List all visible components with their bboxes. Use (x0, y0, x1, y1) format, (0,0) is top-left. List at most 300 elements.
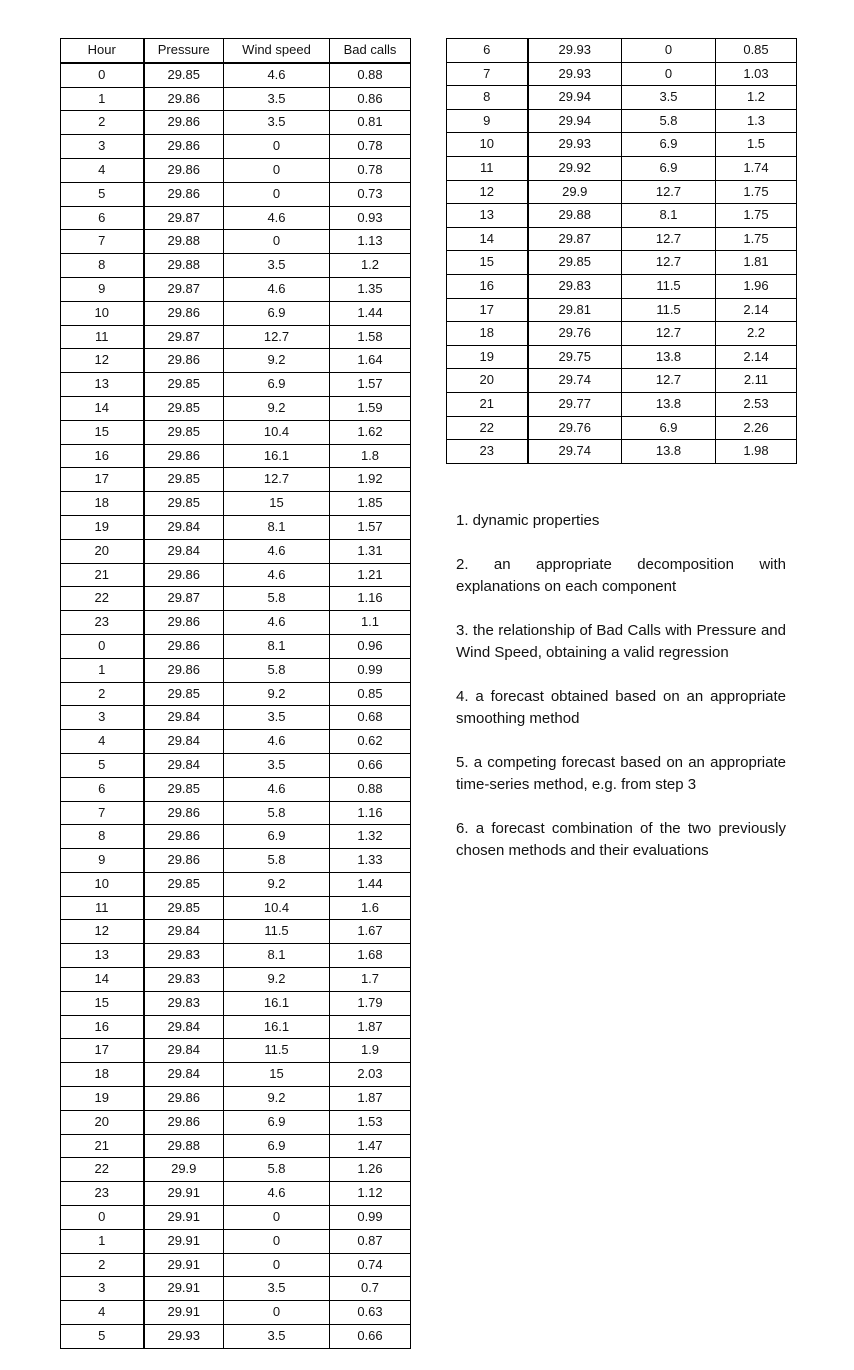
table-row (447, 62, 797, 86)
cell-pressure: 29.94 (528, 86, 622, 110)
table-row (61, 1063, 411, 1087)
cell-pressure: 29.91 (144, 1253, 224, 1277)
cell-bad-calls: 1.85 (330, 492, 411, 516)
cell-bad-calls: 0.63 (330, 1301, 411, 1325)
cell-hour: 7 (447, 62, 528, 86)
cell-bad-calls: 0.74 (330, 1253, 411, 1277)
cell-hour: 11 (447, 156, 528, 180)
cell-pressure: 29.91 (144, 1206, 224, 1230)
task-item: 3. the relationship of Bad Calls with Pressure and Wind Speed, obtaining a valid regression (456, 622, 786, 661)
cell-wind-speed: 3.5 (224, 111, 330, 135)
table-row (447, 440, 797, 464)
cell-wind-speed: 9.2 (224, 396, 330, 420)
table-row (447, 322, 797, 346)
cell-wind-speed: 9.2 (224, 349, 330, 373)
table-row (61, 515, 411, 539)
cell-bad-calls: 1.3 (716, 109, 797, 133)
cell-wind-speed: 10.4 (224, 896, 330, 920)
cell-pressure: 29.83 (528, 274, 622, 298)
cell-bad-calls: 0.86 (330, 87, 411, 111)
cell-hour: 17 (447, 298, 528, 322)
header-pressure: Pressure (144, 39, 224, 63)
cell-wind-speed: 12.7 (622, 322, 716, 346)
cell-pressure: 29.87 (144, 277, 224, 301)
cell-hour: 9 (447, 109, 528, 133)
cell-wind-speed: 0 (622, 62, 716, 86)
cell-wind-speed: 3.5 (224, 1277, 330, 1301)
cell-pressure: 29.83 (144, 944, 224, 968)
cell-bad-calls: 1.44 (330, 872, 411, 896)
cell-pressure: 29.76 (528, 416, 622, 440)
table-row (447, 39, 797, 63)
cell-wind-speed: 12.7 (622, 251, 716, 275)
cell-bad-calls: 1.53 (330, 1110, 411, 1134)
cell-hour: 18 (447, 322, 528, 346)
cell-pressure: 29.91 (144, 1277, 224, 1301)
cell-bad-calls: 2.03 (330, 1063, 411, 1087)
header-row (61, 39, 411, 63)
cell-pressure: 29.91 (144, 1182, 224, 1206)
cell-pressure: 29.94 (528, 109, 622, 133)
cell-bad-calls: 0.66 (330, 1325, 411, 1349)
cell-bad-calls: 1.75 (716, 227, 797, 251)
cell-bad-calls: 0.62 (330, 730, 411, 754)
cell-hour: 8 (61, 825, 144, 849)
cell-wind-speed: 6.9 (622, 156, 716, 180)
cell-hour: 5 (61, 753, 144, 777)
cell-hour: 17 (61, 1039, 144, 1063)
cell-wind-speed: 12.7 (224, 325, 330, 349)
cell-wind-speed: 4.6 (224, 206, 330, 230)
cell-pressure: 29.86 (144, 158, 224, 182)
cell-bad-calls: 1.96 (716, 274, 797, 298)
cell-hour: 8 (447, 86, 528, 110)
cell-bad-calls: 1.58 (330, 325, 411, 349)
cell-pressure: 29.84 (144, 706, 224, 730)
cell-hour: 0 (61, 63, 144, 87)
cell-wind-speed: 0 (224, 1229, 330, 1253)
cell-hour: 8 (61, 254, 144, 278)
cell-hour: 3 (61, 135, 144, 159)
cell-wind-speed: 0 (224, 1206, 330, 1230)
table-row (61, 468, 411, 492)
cell-pressure: 29.88 (144, 254, 224, 278)
cell-bad-calls: 2.14 (716, 345, 797, 369)
table-row (447, 298, 797, 322)
cell-hour: 15 (61, 420, 144, 444)
cell-pressure: 29.86 (144, 1087, 224, 1111)
cell-pressure: 29.84 (144, 1063, 224, 1087)
table-row (61, 611, 411, 635)
cell-hour: 12 (447, 180, 528, 204)
cell-bad-calls: 1.81 (716, 251, 797, 275)
header-bad-calls: Bad calls (330, 39, 411, 63)
cell-hour: 14 (447, 227, 528, 251)
table-row (61, 1325, 411, 1349)
cell-hour: 16 (61, 444, 144, 468)
cell-pressure: 29.88 (144, 230, 224, 254)
cell-hour: 4 (61, 730, 144, 754)
cell-pressure: 29.85 (144, 373, 224, 397)
cell-wind-speed: 13.8 (622, 440, 716, 464)
cell-wind-speed: 5.8 (622, 109, 716, 133)
table-row (61, 444, 411, 468)
cell-wind-speed: 9.2 (224, 872, 330, 896)
table-row (61, 1206, 411, 1230)
cell-bad-calls: 1.67 (330, 920, 411, 944)
cell-bad-calls: 1.03 (716, 62, 797, 86)
table-row (61, 872, 411, 896)
table-row (61, 634, 411, 658)
cell-bad-calls: 1.16 (330, 587, 411, 611)
table-row (61, 135, 411, 159)
cell-bad-calls: 1.87 (330, 1015, 411, 1039)
cell-wind-speed: 16.1 (224, 991, 330, 1015)
cell-wind-speed: 6.9 (224, 1134, 330, 1158)
cell-hour: 15 (447, 251, 528, 275)
cell-bad-calls: 0.85 (716, 39, 797, 63)
cell-bad-calls: 0.88 (330, 63, 411, 87)
cell-pressure: 29.74 (528, 440, 622, 464)
cell-hour: 21 (447, 392, 528, 416)
cell-hour: 7 (61, 801, 144, 825)
cell-hour: 5 (61, 1325, 144, 1349)
cell-pressure: 29.86 (144, 634, 224, 658)
table-row (61, 158, 411, 182)
cell-wind-speed: 15 (224, 1063, 330, 1087)
cell-wind-speed: 11.5 (622, 274, 716, 298)
cell-hour: 7 (61, 230, 144, 254)
task-item: 5. a competing forecast based on an appropriate time-series method, e.g. from step 3 (456, 754, 786, 793)
cell-hour: 11 (61, 325, 144, 349)
cell-hour: 13 (61, 944, 144, 968)
cell-pressure: 29.87 (528, 227, 622, 251)
cell-wind-speed: 5.8 (224, 801, 330, 825)
cell-wind-speed: 3.5 (224, 706, 330, 730)
cell-wind-speed: 4.6 (224, 539, 330, 563)
table-row (61, 777, 411, 801)
table-row (61, 706, 411, 730)
table-row (61, 1015, 411, 1039)
table-row (61, 1134, 411, 1158)
table-row (61, 254, 411, 278)
cell-pressure: 29.85 (144, 420, 224, 444)
cell-wind-speed: 0 (224, 135, 330, 159)
cell-hour: 22 (447, 416, 528, 440)
cell-wind-speed: 8.1 (224, 634, 330, 658)
table-row (447, 133, 797, 157)
table-row (447, 416, 797, 440)
cell-wind-speed: 15 (224, 492, 330, 516)
table-row (61, 1087, 411, 1111)
cell-wind-speed: 4.6 (224, 611, 330, 635)
cell-pressure: 29.76 (528, 322, 622, 346)
table-row (61, 63, 411, 87)
cell-hour: 2 (61, 682, 144, 706)
cell-bad-calls: 1.12 (330, 1182, 411, 1206)
cell-wind-speed: 3.5 (224, 87, 330, 111)
cell-wind-speed: 3.5 (224, 1325, 330, 1349)
table-row (61, 753, 411, 777)
cell-pressure: 29.86 (144, 611, 224, 635)
table-row (61, 658, 411, 682)
cell-hour: 23 (61, 611, 144, 635)
cell-pressure: 29.85 (144, 492, 224, 516)
cell-wind-speed: 6.9 (224, 301, 330, 325)
cell-hour: 12 (61, 920, 144, 944)
cell-wind-speed: 0 (224, 230, 330, 254)
cell-pressure: 29.91 (144, 1229, 224, 1253)
cell-wind-speed: 16.1 (224, 1015, 330, 1039)
cell-wind-speed: 4.6 (224, 563, 330, 587)
table-row (447, 345, 797, 369)
cell-pressure: 29.87 (144, 325, 224, 349)
cell-wind-speed: 0 (224, 182, 330, 206)
cell-pressure: 29.86 (144, 825, 224, 849)
cell-hour: 9 (61, 277, 144, 301)
cell-bad-calls: 0.87 (330, 1229, 411, 1253)
cell-bad-calls: 1.47 (330, 1134, 411, 1158)
cell-pressure: 29.86 (144, 563, 224, 587)
table-row (61, 1158, 411, 1182)
cell-bad-calls: 1.7 (330, 968, 411, 992)
table-row (61, 730, 411, 754)
cell-bad-calls: 1.98 (716, 440, 797, 464)
table-row (447, 274, 797, 298)
cell-hour: 20 (447, 369, 528, 393)
cell-hour: 6 (61, 777, 144, 801)
cell-hour: 17 (61, 468, 144, 492)
table-row (61, 944, 411, 968)
table-row (61, 539, 411, 563)
task-list (456, 510, 786, 884)
cell-wind-speed: 12.7 (224, 468, 330, 492)
cell-pressure: 29.84 (144, 920, 224, 944)
table-row (61, 563, 411, 587)
cell-hour: 22 (61, 587, 144, 611)
cell-bad-calls: 1.9 (330, 1039, 411, 1063)
table-row (61, 349, 411, 373)
cell-wind-speed: 11.5 (622, 298, 716, 322)
cell-bad-calls: 1.57 (330, 373, 411, 397)
cell-bad-calls: 1.33 (330, 849, 411, 873)
cell-bad-calls: 1.57 (330, 515, 411, 539)
cell-hour: 21 (61, 1134, 144, 1158)
cell-pressure: 29.85 (144, 777, 224, 801)
header-hour: Hour (61, 39, 144, 63)
table-row (61, 277, 411, 301)
cell-hour: 10 (61, 301, 144, 325)
table-row (61, 896, 411, 920)
cell-hour: 0 (61, 634, 144, 658)
cell-pressure: 29.91 (144, 1301, 224, 1325)
cell-pressure: 29.86 (144, 182, 224, 206)
cell-hour: 13 (447, 204, 528, 228)
cell-hour: 19 (61, 515, 144, 539)
cell-pressure: 29.88 (144, 1134, 224, 1158)
table-row (61, 373, 411, 397)
cell-hour: 4 (61, 1301, 144, 1325)
cell-bad-calls: 0.99 (330, 1206, 411, 1230)
cell-bad-calls: 1.59 (330, 396, 411, 420)
cell-bad-calls: 0.78 (330, 135, 411, 159)
cell-pressure: 29.92 (528, 156, 622, 180)
cell-hour: 3 (61, 1277, 144, 1301)
cell-wind-speed: 3.5 (622, 86, 716, 110)
cell-pressure: 29.86 (144, 135, 224, 159)
table-row (447, 369, 797, 393)
cell-pressure: 29.84 (144, 1039, 224, 1063)
task-item: 1. dynamic properties (456, 512, 600, 529)
cell-wind-speed: 0 (224, 1301, 330, 1325)
cell-wind-speed: 3.5 (224, 254, 330, 278)
cell-bad-calls: 1.79 (330, 991, 411, 1015)
table-row (61, 991, 411, 1015)
table-row (61, 1253, 411, 1277)
cell-pressure: 29.85 (144, 396, 224, 420)
cell-pressure: 29.84 (144, 539, 224, 563)
cell-wind-speed: 5.8 (224, 849, 330, 873)
cell-pressure: 29.93 (528, 62, 622, 86)
cell-bad-calls: 1.16 (330, 801, 411, 825)
cell-pressure: 29.93 (144, 1325, 224, 1349)
cell-pressure: 29.88 (528, 204, 622, 228)
table-row (447, 156, 797, 180)
cell-bad-calls: 1.31 (330, 539, 411, 563)
table-row (61, 682, 411, 706)
cell-hour: 10 (61, 872, 144, 896)
table-row (61, 230, 411, 254)
cell-pressure: 29.86 (144, 849, 224, 873)
cell-bad-calls: 2.26 (716, 416, 797, 440)
table-row (61, 1182, 411, 1206)
cell-pressure: 29.83 (144, 968, 224, 992)
cell-bad-calls: 1.68 (330, 944, 411, 968)
table-row (447, 180, 797, 204)
cell-pressure: 29.84 (144, 730, 224, 754)
cell-bad-calls: 1.64 (330, 349, 411, 373)
table-row (61, 825, 411, 849)
cell-bad-calls: 1.2 (330, 254, 411, 278)
cell-pressure: 29.86 (144, 801, 224, 825)
table-row (61, 587, 411, 611)
cell-hour: 18 (61, 1063, 144, 1087)
cell-hour: 18 (61, 492, 144, 516)
cell-pressure: 29.85 (144, 682, 224, 706)
cell-hour: 15 (61, 991, 144, 1015)
table-row (447, 227, 797, 251)
cell-wind-speed: 11.5 (224, 920, 330, 944)
table-row (447, 392, 797, 416)
cell-wind-speed: 4.6 (224, 277, 330, 301)
cell-bad-calls: 0.7 (330, 1277, 411, 1301)
cell-bad-calls: 2.2 (716, 322, 797, 346)
cell-bad-calls: 1.35 (330, 277, 411, 301)
cell-pressure: 29.74 (528, 369, 622, 393)
header-wind-speed: Wind speed (224, 39, 330, 63)
cell-wind-speed: 12.7 (622, 369, 716, 393)
cell-bad-calls: 2.14 (716, 298, 797, 322)
table-row (61, 849, 411, 873)
table-row (61, 301, 411, 325)
cell-bad-calls: 1.13 (330, 230, 411, 254)
cell-bad-calls: 0.99 (330, 658, 411, 682)
cell-pressure: 29.85 (144, 468, 224, 492)
cell-pressure: 29.9 (528, 180, 622, 204)
cell-bad-calls: 1.5 (716, 133, 797, 157)
cell-wind-speed: 11.5 (224, 1039, 330, 1063)
cell-pressure: 29.85 (144, 63, 224, 87)
cell-bad-calls: 2.11 (716, 369, 797, 393)
cell-wind-speed: 0 (224, 1253, 330, 1277)
cell-bad-calls: 1.26 (330, 1158, 411, 1182)
cell-hour: 1 (61, 658, 144, 682)
cell-pressure: 29.86 (144, 349, 224, 373)
cell-bad-calls: 0.88 (330, 777, 411, 801)
cell-bad-calls: 1.92 (330, 468, 411, 492)
cell-bad-calls: 1.2 (716, 86, 797, 110)
cell-hour: 14 (61, 968, 144, 992)
cell-bad-calls: 1.75 (716, 204, 797, 228)
cell-pressure: 29.84 (144, 515, 224, 539)
cell-bad-calls: 0.96 (330, 634, 411, 658)
cell-wind-speed: 8.1 (224, 944, 330, 968)
cell-pressure: 29.75 (528, 345, 622, 369)
cell-hour: 22 (61, 1158, 144, 1182)
cell-wind-speed: 4.6 (224, 1182, 330, 1206)
cell-bad-calls: 1.32 (330, 825, 411, 849)
cell-pressure: 29.86 (144, 111, 224, 135)
cell-bad-calls: 1.21 (330, 563, 411, 587)
cell-wind-speed: 6.9 (622, 133, 716, 157)
data-table-right (446, 38, 797, 464)
cell-bad-calls: 0.78 (330, 158, 411, 182)
cell-pressure: 29.77 (528, 392, 622, 416)
cell-wind-speed: 13.8 (622, 392, 716, 416)
task-item: 4. a forecast obtained based on an appropriate smoothing method (456, 688, 786, 727)
cell-hour: 4 (61, 158, 144, 182)
cell-hour: 10 (447, 133, 528, 157)
table-row (447, 86, 797, 110)
cell-bad-calls: 0.93 (330, 206, 411, 230)
cell-hour: 1 (61, 87, 144, 111)
cell-hour: 3 (61, 706, 144, 730)
table-row (61, 396, 411, 420)
cell-hour: 19 (61, 1087, 144, 1111)
cell-hour: 1 (61, 1229, 144, 1253)
table-row (447, 109, 797, 133)
cell-hour: 6 (61, 206, 144, 230)
cell-bad-calls: 1.44 (330, 301, 411, 325)
table-row (61, 1301, 411, 1325)
cell-wind-speed: 3.5 (224, 753, 330, 777)
cell-pressure: 29.85 (144, 896, 224, 920)
cell-bad-calls: 0.85 (330, 682, 411, 706)
cell-hour: 19 (447, 345, 528, 369)
table-row (61, 492, 411, 516)
cell-hour: 6 (447, 39, 528, 63)
cell-pressure: 29.84 (144, 753, 224, 777)
cell-hour: 20 (61, 539, 144, 563)
cell-wind-speed: 6.9 (622, 416, 716, 440)
cell-hour: 9 (61, 849, 144, 873)
cell-hour: 13 (61, 373, 144, 397)
cell-wind-speed: 8.1 (622, 204, 716, 228)
table-row (61, 920, 411, 944)
cell-hour: 2 (61, 111, 144, 135)
table-row (61, 1229, 411, 1253)
table-row (61, 801, 411, 825)
